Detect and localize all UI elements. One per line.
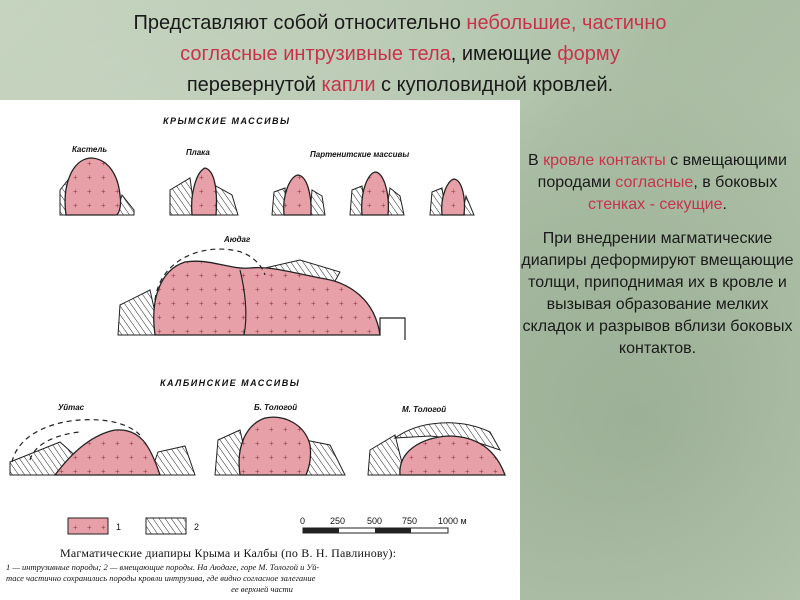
- label-ayudag: Аюдаг: [224, 235, 251, 244]
- side-text: [520, 150, 795, 372]
- intrusion-kastel: [65, 158, 120, 215]
- side-paragraph-2: При внедрении магматические диапиры деформируют вмещающие толщи, приподнимая их в кровле и вызывая образование мелких складок и разрывов вблизи боковых контактов.: [521, 230, 794, 357]
- label-b-tologoy: Б. Тологой: [254, 403, 298, 412]
- scale-tick-label: 750: [402, 516, 418, 526]
- label-kastel: Кастель: [72, 145, 108, 154]
- label-partenit: Партенитские массивы: [310, 150, 410, 159]
- intrusion-b-tologoy: [239, 417, 310, 475]
- label-uytas: Уйтас: [58, 403, 85, 412]
- side-paragraph-1: В кровле контакты с вмещающими породами согласные, в боковых стенках - секущие.: [528, 152, 787, 213]
- scale-tick-label: 1000 м: [438, 516, 467, 526]
- intrusion-ayudag: [154, 261, 380, 335]
- title-text: , имеющие: [450, 43, 558, 65]
- slide-title: [30, 8, 770, 101]
- intrusion-partenit-1: [284, 175, 311, 215]
- side-highlight: кровле контакты: [543, 152, 666, 169]
- host-rock: [310, 190, 325, 215]
- title-highlight: капли: [321, 74, 376, 96]
- legend-host-swatch: [146, 518, 186, 534]
- scale-tick-label: 250: [330, 516, 346, 526]
- legend-intrusive-swatch: [68, 518, 108, 534]
- label-m-tologoy: М. Тологой: [402, 405, 447, 414]
- title-text: перевернутой: [186, 74, 322, 96]
- caption-line: тасе частично сохранились породы кровли интрузива, где видно согласное залегание: [6, 573, 316, 583]
- side-highlight: стенках - секущие: [588, 196, 723, 213]
- header-kalba: КАЛБИНСКИЕ МАССИВЫ: [160, 378, 301, 388]
- legend-label-1: 1: [116, 522, 122, 532]
- title-text: с куполовидной кровлей.: [375, 74, 614, 96]
- title-highlight: форму: [557, 43, 620, 65]
- legend-label-2: 2: [194, 522, 200, 532]
- scale-tick-label: 0: [300, 516, 306, 526]
- caption-line: 1 — интрузивные породы; 2 — вмещающие породы. На Аюдаге, горе М. Тологой и Уй-: [6, 562, 320, 572]
- title-highlight: согласные интрузивные тела: [180, 43, 451, 65]
- diapir-diagram: [0, 100, 520, 600]
- intrusion-plaka: [192, 168, 217, 215]
- title-highlight: небольшие, частично: [466, 12, 667, 34]
- intrusion-partenit-2: [362, 172, 389, 215]
- intrusion-partenit-3: [442, 179, 465, 215]
- scale-bar: [300, 516, 467, 533]
- title-text: Представляют собой относительно: [133, 12, 467, 34]
- caption-line: ее верхней части: [231, 584, 293, 594]
- label-plaka: Плака: [186, 148, 210, 157]
- scale-tick-label: 500: [367, 516, 383, 526]
- diapir-figure: [0, 100, 520, 600]
- side-highlight: согласные: [615, 174, 694, 191]
- caption-title: Магматические диапиры Крыма и Калбы (по В. Н. Павлинову):: [60, 546, 397, 560]
- caption-body: [6, 562, 518, 595]
- header-crimea: КРЫМСКИЕ МАССИВЫ: [163, 116, 291, 126]
- contact-line: [380, 318, 405, 340]
